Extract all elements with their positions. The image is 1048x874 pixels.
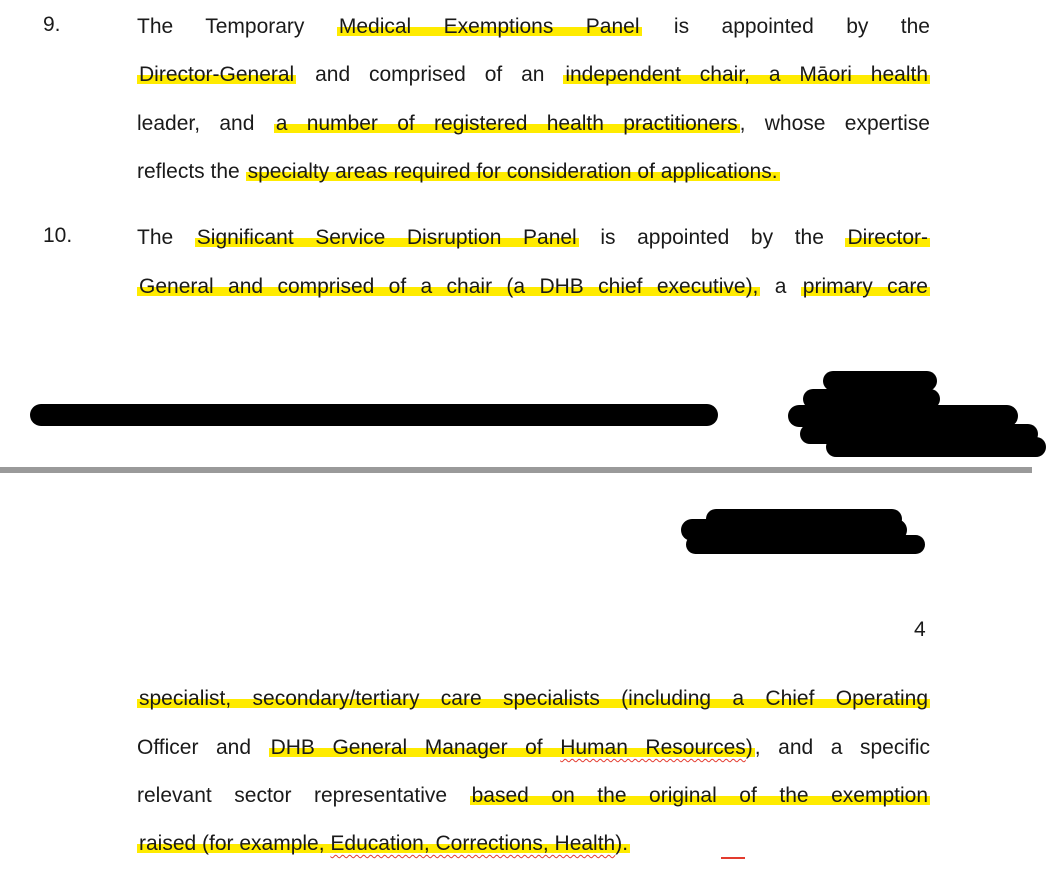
redaction-blob <box>826 437 1046 457</box>
redaction-blob <box>686 535 925 554</box>
text-run: The <box>137 226 195 249</box>
continuation-line-1 <box>137 685 930 713</box>
text-run: The Temporary <box>137 15 337 38</box>
highlight-medical-exemptions-panel: Medical Exemptions Panel <box>338 15 640 38</box>
highlight-disruption-panel: Significant Service Disruption Panel <box>196 226 577 249</box>
highlight-dhb-manager <box>269 736 755 759</box>
redaction-blob <box>823 371 937 391</box>
paragraph-9-number: 9. <box>43 13 61 36</box>
text-run: DHB General Manager of <box>270 736 561 759</box>
highlight-director: Director- <box>847 226 928 249</box>
continuation-line-3 <box>137 782 930 810</box>
highlight-based-on-original: based on the original of the exemption <box>471 784 928 807</box>
highlight-primary-care: primary care <box>802 275 928 298</box>
text-run: leader, and <box>137 112 274 135</box>
text-run: , and a specific <box>754 736 930 759</box>
text-run: relevant sector representative <box>137 784 470 807</box>
paragraph-9-line-4 <box>137 158 930 186</box>
highlight-director-general: Director-General <box>139 63 295 86</box>
text-run: is appointed by the <box>578 226 846 249</box>
spellcheck-sectors: Education, Corrections, Health <box>330 832 616 855</box>
paragraph-9-line-2 <box>137 61 930 89</box>
highlight-general-chair: General and comprised of a chair (a DHB chief executive), <box>139 275 759 298</box>
paragraph-10-line-2 <box>137 273 930 301</box>
highlight-registered-practitioners: a number of registered health practitioners <box>275 112 738 135</box>
redaction-bar <box>30 404 718 426</box>
page-break-divider <box>0 467 1032 473</box>
highlight-raised-example <box>137 832 630 855</box>
text-run: a <box>760 275 801 298</box>
paragraph-10-number: 10. <box>43 224 73 247</box>
paragraph-9-line-3 <box>137 110 930 138</box>
text-run: , whose expertise <box>739 112 930 135</box>
page-number: 4 <box>914 618 926 641</box>
revision-mark <box>721 857 745 859</box>
highlight-independent-chair: independent chair, a Māori health <box>565 63 928 86</box>
continuation-line-4 <box>137 830 930 858</box>
text-run: ) <box>745 736 753 759</box>
continuation-line-2 <box>137 734 930 762</box>
text-run: raised (for example, <box>139 832 331 855</box>
text-run: is appointed by the <box>641 15 930 38</box>
text-run: Officer and <box>137 736 269 759</box>
text-run: ). <box>615 832 629 855</box>
paragraph-10-line-1 <box>137 224 930 252</box>
text-run: and comprised of an <box>296 63 564 86</box>
highlight-specialty-areas: specialty areas required for consideration of applications. <box>247 160 778 183</box>
paragraph-9-line-1 <box>137 13 930 41</box>
text-run: reflects the <box>137 160 246 183</box>
highlight-specialists: specialist, secondary/tertiary care specialists (including a Chief Operating <box>139 687 928 710</box>
spellcheck-human-resources: Human Resources <box>560 736 746 759</box>
